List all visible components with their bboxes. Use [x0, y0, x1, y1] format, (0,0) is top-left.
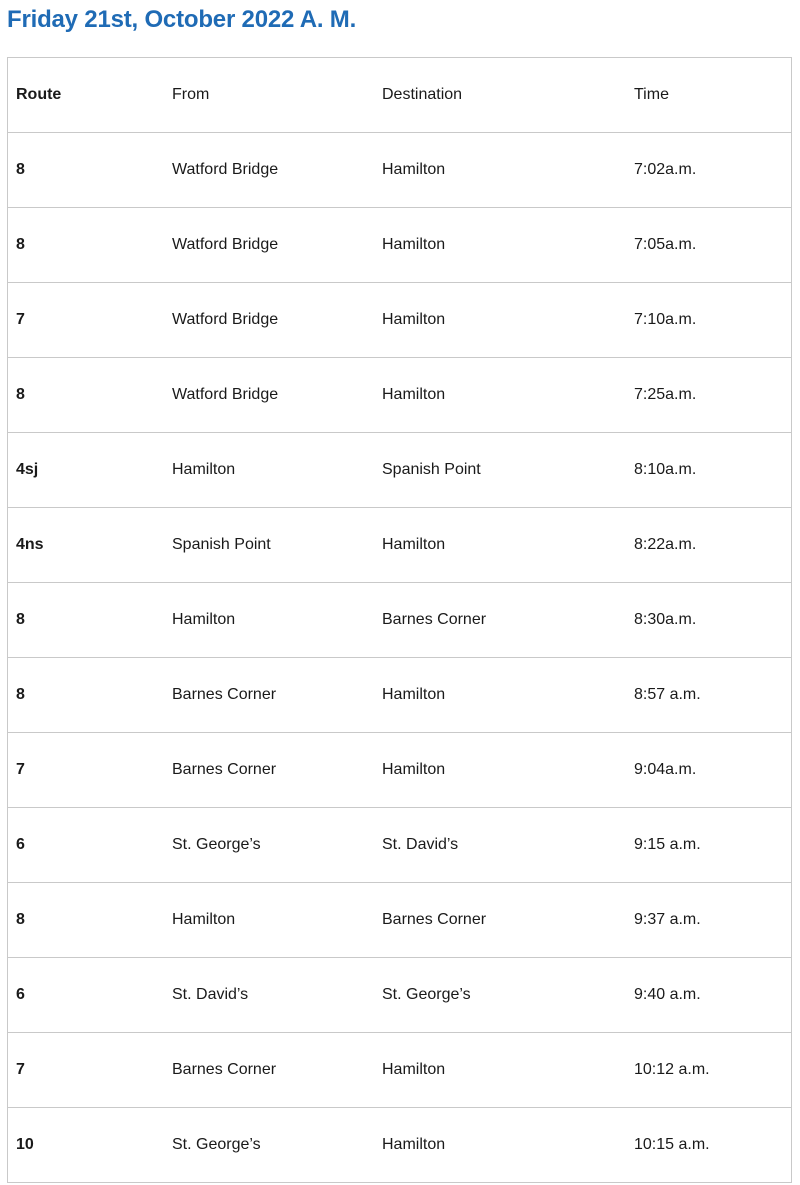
cell-from: Hamilton — [164, 583, 374, 658]
table-row — [8, 208, 792, 283]
cell-route: 7 — [8, 283, 165, 358]
cell-time: 10:15 a.m. — [626, 1108, 792, 1183]
cell-from: Barnes Corner — [164, 1033, 374, 1108]
table-row — [8, 1108, 792, 1183]
cell-time: 9:40 a.m. — [626, 958, 792, 1033]
table-row — [8, 358, 792, 433]
table-row — [8, 133, 792, 208]
cell-from: Watford Bridge — [164, 208, 374, 283]
cell-destination: Hamilton — [374, 358, 626, 433]
cell-destination: Hamilton — [374, 133, 626, 208]
table-row — [8, 658, 792, 733]
cell-route: 7 — [8, 733, 165, 808]
cell-destination: Hamilton — [374, 208, 626, 283]
table-row — [8, 433, 792, 508]
schedule-table — [7, 57, 792, 1183]
cell-time: 7:05a.m. — [626, 208, 792, 283]
table-header-row — [8, 58, 792, 133]
cell-time: 7:25a.m. — [626, 358, 792, 433]
table-row — [8, 583, 792, 658]
table-row — [8, 808, 792, 883]
cell-route: 8 — [8, 358, 165, 433]
cell-time: 10:12 a.m. — [626, 1033, 792, 1108]
column-header-route: Route — [8, 58, 165, 133]
cell-route: 8 — [8, 658, 165, 733]
cell-destination: Hamilton — [374, 283, 626, 358]
cell-time: 8:10a.m. — [626, 433, 792, 508]
cell-from: St. David’s — [164, 958, 374, 1033]
cell-route: 8 — [8, 583, 165, 658]
cell-from: Watford Bridge — [164, 283, 374, 358]
table-row — [8, 883, 792, 958]
cell-time: 8:57 a.m. — [626, 658, 792, 733]
cell-time: 7:02a.m. — [626, 133, 792, 208]
cell-route: 4ns — [8, 508, 165, 583]
cell-time: 7:10a.m. — [626, 283, 792, 358]
cell-time: 8:30a.m. — [626, 583, 792, 658]
cell-from: St. George’s — [164, 808, 374, 883]
cell-destination: St. George’s — [374, 958, 626, 1033]
cell-time: 9:37 a.m. — [626, 883, 792, 958]
cell-destination: Barnes Corner — [374, 883, 626, 958]
table-body — [8, 133, 792, 1183]
cell-from: Barnes Corner — [164, 658, 374, 733]
column-header-time: Time — [626, 58, 792, 133]
cell-from: St. George’s — [164, 1108, 374, 1183]
table-row — [8, 958, 792, 1033]
cell-route: 10 — [8, 1108, 165, 1183]
table-row — [8, 508, 792, 583]
column-header-destination: Destination — [374, 58, 626, 133]
cell-destination: Hamilton — [374, 1033, 626, 1108]
cell-route: 8 — [8, 883, 165, 958]
cell-from: Watford Bridge — [164, 358, 374, 433]
cell-route: 4sj — [8, 433, 165, 508]
cell-destination: Barnes Corner — [374, 583, 626, 658]
table-row — [8, 733, 792, 808]
cell-time: 9:04a.m. — [626, 733, 792, 808]
table-row — [8, 283, 792, 358]
cell-from: Spanish Point — [164, 508, 374, 583]
cell-from: Watford Bridge — [164, 133, 374, 208]
cell-destination: Hamilton — [374, 508, 626, 583]
cell-from: Hamilton — [164, 883, 374, 958]
column-header-from: From — [164, 58, 374, 133]
cell-route: 6 — [8, 808, 165, 883]
cell-from: Hamilton — [164, 433, 374, 508]
cell-time: 8:22a.m. — [626, 508, 792, 583]
table-row — [8, 1033, 792, 1108]
page-title: Friday 21st, October 2022 A. M. — [7, 6, 357, 33]
cell-destination: St. David’s — [374, 808, 626, 883]
cell-destination: Hamilton — [374, 733, 626, 808]
cell-route: 8 — [8, 208, 165, 283]
cell-destination: Hamilton — [374, 658, 626, 733]
cell-destination: Hamilton — [374, 1108, 626, 1183]
cell-route: 6 — [8, 958, 165, 1033]
cell-route: 8 — [8, 133, 165, 208]
cell-route: 7 — [8, 1033, 165, 1108]
cell-from: Barnes Corner — [164, 733, 374, 808]
cell-time: 9:15 a.m. — [626, 808, 792, 883]
cell-destination: Spanish Point — [374, 433, 626, 508]
